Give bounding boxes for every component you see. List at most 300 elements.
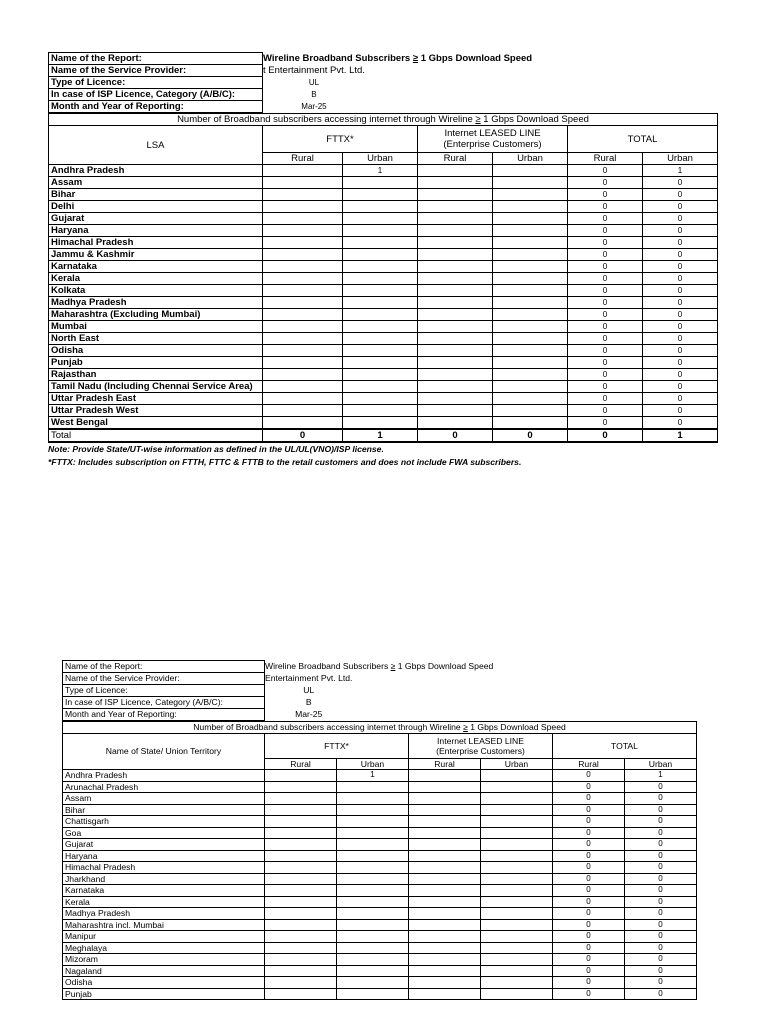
cell-total-urban[interactable]: 0 bbox=[643, 345, 718, 357]
ge-symbol: ≥ bbox=[463, 722, 468, 733]
table-row bbox=[63, 770, 697, 782]
total-leased-rural[interactable]: 0 bbox=[418, 429, 493, 442]
licence-row bbox=[49, 77, 665, 89]
cell-leased-rural[interactable] bbox=[418, 261, 493, 273]
cell-total-urban[interactable]: 0 bbox=[643, 273, 718, 285]
cell-leased-rural[interactable] bbox=[418, 177, 493, 189]
row-lsa-name: Goa bbox=[63, 827, 265, 839]
cell-leased-rural[interactable] bbox=[418, 333, 493, 345]
row-lsa-name: Rajasthan bbox=[49, 369, 263, 381]
cell-leased-rural[interactable] bbox=[418, 393, 493, 405]
report-name-row bbox=[63, 661, 653, 673]
total-fttx-urban[interactable]: 1 bbox=[343, 429, 418, 442]
cell-total-rural[interactable]: 0 bbox=[568, 297, 643, 309]
cell-total-urban[interactable]: 0 bbox=[643, 201, 718, 213]
cell-leased-urban[interactable] bbox=[493, 285, 568, 297]
cell-fttx-urban[interactable]: 1 bbox=[343, 165, 418, 177]
cell-total-rural[interactable]: 0 bbox=[568, 177, 643, 189]
cell-leased-rural[interactable] bbox=[418, 249, 493, 261]
cell-fttx-rural[interactable] bbox=[265, 804, 337, 816]
cell-total-rural[interactable]: 0 bbox=[568, 309, 643, 321]
cell-fttx-rural[interactable] bbox=[263, 237, 343, 249]
cell-total-urban[interactable]: 0 bbox=[625, 781, 697, 793]
cell-leased-urban[interactable] bbox=[493, 333, 568, 345]
report-name-label[interactable]: Name of the Report: bbox=[49, 53, 263, 65]
cell-fttx-urban[interactable] bbox=[343, 261, 418, 273]
cell-fttx-urban[interactable] bbox=[343, 405, 418, 417]
cell-leased-urban[interactable] bbox=[493, 369, 568, 381]
cell-leased-rural[interactable] bbox=[418, 201, 493, 213]
cell-leased-rural[interactable] bbox=[418, 417, 493, 430]
cell-total-urban[interactable]: 0 bbox=[643, 369, 718, 381]
cell-leased-urban[interactable] bbox=[481, 804, 553, 816]
cell-total-rural[interactable]: 0 bbox=[568, 189, 643, 201]
cell-fttx-urban[interactable] bbox=[337, 988, 409, 1000]
cell-leased-urban[interactable] bbox=[493, 273, 568, 285]
cell-leased-rural[interactable] bbox=[418, 321, 493, 333]
provider-value[interactable]: Entertainment Pvt. Ltd. bbox=[265, 673, 353, 683]
cell-leased-urban[interactable] bbox=[481, 988, 553, 1000]
cell-fttx-rural[interactable] bbox=[265, 965, 337, 977]
cell-total-urban[interactable]: 0 bbox=[625, 988, 697, 1000]
report-name-value[interactable] bbox=[265, 661, 653, 673]
cell-leased-rural[interactable] bbox=[418, 381, 493, 393]
licence-value[interactable]: UL bbox=[303, 685, 315, 695]
cell-leased-urban[interactable] bbox=[493, 309, 568, 321]
cell-leased-urban[interactable] bbox=[493, 297, 568, 309]
cell-total-urban[interactable]: 0 bbox=[625, 919, 697, 931]
cell-total-urban[interactable]: 0 bbox=[643, 405, 718, 417]
cell-total-rural[interactable]: 0 bbox=[568, 381, 643, 393]
cell-total-urban[interactable]: 0 bbox=[643, 357, 718, 369]
cell-fttx-rural[interactable] bbox=[263, 357, 343, 369]
cell-total-urban[interactable]: 0 bbox=[643, 321, 718, 333]
cell-fttx-urban[interactable] bbox=[343, 309, 418, 321]
cell-leased-urban[interactable] bbox=[493, 357, 568, 369]
cell-leased-rural[interactable] bbox=[418, 237, 493, 249]
cell-total-urban[interactable]: 0 bbox=[625, 942, 697, 954]
cell-total-rural[interactable]: 0 bbox=[553, 954, 625, 966]
cell-fttx-rural[interactable] bbox=[265, 793, 337, 805]
cell-fttx-rural[interactable] bbox=[263, 369, 343, 381]
cell-leased-urban[interactable] bbox=[481, 770, 553, 782]
cell-fttx-urban[interactable] bbox=[343, 381, 418, 393]
cell-total-rural[interactable]: 0 bbox=[568, 357, 643, 369]
cell-leased-rural[interactable] bbox=[409, 954, 481, 966]
cell-total-rural[interactable]: 0 bbox=[553, 977, 625, 989]
cell-fttx-rural[interactable] bbox=[265, 781, 337, 793]
cell-total-rural[interactable]: 0 bbox=[568, 405, 643, 417]
cell-total-rural[interactable]: 0 bbox=[568, 273, 643, 285]
cell-fttx-urban[interactable] bbox=[343, 249, 418, 261]
cell-total-rural[interactable]: 0 bbox=[568, 213, 643, 225]
total-header: TOTAL bbox=[553, 733, 697, 758]
cell-fttx-urban[interactable] bbox=[337, 954, 409, 966]
row-lsa-name: Madhya Pradesh bbox=[63, 908, 265, 920]
cell-total-rural[interactable]: 0 bbox=[568, 165, 643, 177]
cell-fttx-urban[interactable] bbox=[337, 781, 409, 793]
cell-leased-rural[interactable] bbox=[418, 273, 493, 285]
cell-leased-rural[interactable] bbox=[409, 827, 481, 839]
table-row bbox=[63, 850, 697, 862]
cell-leased-urban[interactable] bbox=[481, 977, 553, 989]
cell-total-urban[interactable]: 0 bbox=[643, 213, 718, 225]
cell-leased-rural[interactable] bbox=[409, 770, 481, 782]
fttx-urban-header: Urban bbox=[337, 758, 409, 770]
cell-total-rural[interactable]: 0 bbox=[553, 770, 625, 782]
total-total-rural[interactable]: 0 bbox=[568, 429, 643, 442]
cell-leased-rural[interactable] bbox=[409, 896, 481, 908]
cell-total-urban[interactable]: 0 bbox=[625, 816, 697, 828]
cell-leased-urban[interactable] bbox=[493, 261, 568, 273]
total-fttx-rural[interactable]: 0 bbox=[263, 429, 343, 442]
cell-leased-urban[interactable] bbox=[493, 201, 568, 213]
cell-total-rural[interactable]: 0 bbox=[553, 793, 625, 805]
cell-total-urban[interactable]: 0 bbox=[625, 873, 697, 885]
cell-leased-urban[interactable] bbox=[481, 965, 553, 977]
cell-leased-urban[interactable] bbox=[493, 381, 568, 393]
cell-total-rural[interactable]: 0 bbox=[568, 417, 643, 430]
cell-total-urban[interactable]: 0 bbox=[625, 793, 697, 805]
cell-fttx-rural[interactable] bbox=[263, 333, 343, 345]
cell-leased-urban[interactable] bbox=[493, 249, 568, 261]
cell-total-rural[interactable]: 0 bbox=[553, 919, 625, 931]
cell-leased-rural[interactable] bbox=[409, 919, 481, 931]
cell-total-urban[interactable]: 0 bbox=[625, 908, 697, 920]
cell-fttx-urban[interactable] bbox=[343, 285, 418, 297]
lsa-header: LSA bbox=[49, 126, 263, 165]
cell-total-urban[interactable]: 0 bbox=[643, 393, 718, 405]
cell-leased-rural[interactable] bbox=[409, 862, 481, 874]
cell-fttx-rural[interactable] bbox=[265, 862, 337, 874]
cell-total-rural[interactable]: 0 bbox=[568, 321, 643, 333]
cell-total-urban[interactable]: 0 bbox=[625, 931, 697, 943]
cell-leased-rural[interactable] bbox=[409, 885, 481, 897]
provider-label[interactable]: Name of the Service Provider: bbox=[49, 65, 263, 77]
cell-fttx-urban[interactable] bbox=[343, 177, 418, 189]
cell-total-rural[interactable]: 0 bbox=[568, 345, 643, 357]
cell-total-rural[interactable]: 0 bbox=[553, 965, 625, 977]
licence-label[interactable]: Type of Licence: bbox=[63, 685, 265, 697]
cell-fttx-urban[interactable] bbox=[337, 873, 409, 885]
cell-total-rural[interactable]: 0 bbox=[553, 781, 625, 793]
cell-leased-urban[interactable] bbox=[493, 393, 568, 405]
state-header: Name of State/ Union Territory bbox=[63, 733, 265, 770]
cell-leased-rural[interactable] bbox=[409, 942, 481, 954]
cell-total-urban[interactable]: 0 bbox=[625, 850, 697, 862]
cell-leased-rural[interactable] bbox=[418, 357, 493, 369]
cell-total-rural[interactable]: 0 bbox=[568, 285, 643, 297]
cell-fttx-rural[interactable] bbox=[263, 381, 343, 393]
cell-total-rural[interactable]: 0 bbox=[553, 885, 625, 897]
cell-fttx-urban[interactable] bbox=[343, 393, 418, 405]
cell-leased-rural[interactable] bbox=[409, 781, 481, 793]
leased-urban-header: Urban bbox=[481, 758, 553, 770]
cell-total-urban[interactable]: 0 bbox=[643, 285, 718, 297]
cell-fttx-urban[interactable] bbox=[337, 965, 409, 977]
cell-fttx-rural[interactable] bbox=[263, 249, 343, 261]
cell-total-rural[interactable]: 0 bbox=[553, 862, 625, 874]
cell-fttx-urban[interactable] bbox=[343, 417, 418, 430]
cell-leased-rural[interactable] bbox=[418, 345, 493, 357]
cell-fttx-rural[interactable] bbox=[265, 885, 337, 897]
cell-fttx-urban[interactable] bbox=[337, 804, 409, 816]
cell-fttx-urban[interactable] bbox=[343, 369, 418, 381]
cell-leased-urban[interactable] bbox=[481, 908, 553, 920]
cell-total-rural[interactable]: 0 bbox=[568, 393, 643, 405]
provider-label[interactable]: Name of the Service Provider: bbox=[63, 673, 265, 685]
cell-fttx-rural[interactable] bbox=[265, 988, 337, 1000]
cell-fttx-rural[interactable] bbox=[265, 896, 337, 908]
provider-row bbox=[49, 65, 665, 77]
cell-total-rural[interactable]: 0 bbox=[568, 225, 643, 237]
cell-leased-urban[interactable] bbox=[481, 931, 553, 943]
month-label[interactable]: Month and Year of Reporting: bbox=[49, 101, 263, 113]
cell-fttx-rural[interactable] bbox=[265, 839, 337, 851]
cell-fttx-urban[interactable] bbox=[337, 839, 409, 851]
cell-total-urban[interactable]: 0 bbox=[643, 177, 718, 189]
cell-leased-urban[interactable] bbox=[481, 873, 553, 885]
cell-fttx-urban[interactable]: 1 bbox=[337, 770, 409, 782]
cell-total-rural[interactable]: 0 bbox=[553, 827, 625, 839]
row-lsa-name: Mumbai bbox=[49, 321, 263, 333]
cell-fttx-urban[interactable] bbox=[343, 321, 418, 333]
cell-leased-rural[interactable] bbox=[409, 988, 481, 1000]
fttx-urban-header: Urban bbox=[343, 153, 418, 165]
cell-fttx-urban[interactable] bbox=[337, 896, 409, 908]
cell-leased-urban[interactable] bbox=[493, 177, 568, 189]
cell-total-rural[interactable]: 0 bbox=[553, 839, 625, 851]
cell-leased-rural[interactable] bbox=[418, 189, 493, 201]
cell-leased-urban[interactable] bbox=[481, 793, 553, 805]
cell-fttx-urban[interactable] bbox=[343, 333, 418, 345]
cell-fttx-rural[interactable] bbox=[263, 285, 343, 297]
cell-fttx-urban[interactable] bbox=[343, 201, 418, 213]
table-row bbox=[49, 309, 718, 321]
cell-fttx-rural[interactable] bbox=[263, 321, 343, 333]
leased-urban-header: Urban bbox=[493, 153, 568, 165]
cell-leased-urban[interactable] bbox=[493, 405, 568, 417]
row-lsa-name: Himachal Pradesh bbox=[63, 862, 265, 874]
cell-fttx-urban[interactable] bbox=[337, 977, 409, 989]
cell-fttx-rural[interactable] bbox=[265, 919, 337, 931]
cell-leased-rural[interactable] bbox=[418, 285, 493, 297]
cell-total-urban[interactable]: 0 bbox=[643, 225, 718, 237]
cell-leased-rural[interactable] bbox=[409, 793, 481, 805]
cell-total-urban[interactable]: 0 bbox=[625, 827, 697, 839]
cell-total-urban[interactable]: 0 bbox=[643, 237, 718, 249]
cell-total-urban[interactable]: 0 bbox=[625, 804, 697, 816]
cell-leased-urban[interactable] bbox=[481, 827, 553, 839]
cell-fttx-urban[interactable] bbox=[343, 225, 418, 237]
cell-total-rural[interactable]: 0 bbox=[568, 237, 643, 249]
cell-leased-rural[interactable] bbox=[409, 873, 481, 885]
cell-fttx-urban[interactable] bbox=[337, 793, 409, 805]
cell-fttx-rural[interactable] bbox=[263, 393, 343, 405]
report-name-value[interactable] bbox=[263, 53, 665, 65]
cell-leased-rural[interactable] bbox=[409, 850, 481, 862]
cell-fttx-urban[interactable] bbox=[343, 213, 418, 225]
cell-total-rural[interactable]: 0 bbox=[568, 333, 643, 345]
cell-total-rural[interactable]: 0 bbox=[553, 988, 625, 1000]
cell-leased-rural[interactable] bbox=[418, 165, 493, 177]
cell-leased-urban[interactable] bbox=[493, 417, 568, 430]
licence-value[interactable]: UL bbox=[308, 78, 320, 87]
cell-fttx-rural[interactable] bbox=[263, 297, 343, 309]
cell-fttx-urban[interactable] bbox=[343, 297, 418, 309]
cell-fttx-rural[interactable] bbox=[263, 417, 343, 430]
cell-total-rural[interactable]: 0 bbox=[553, 896, 625, 908]
cell-fttx-urban[interactable] bbox=[343, 357, 418, 369]
table-title bbox=[63, 722, 697, 734]
cell-fttx-rural[interactable] bbox=[263, 405, 343, 417]
provider-value[interactable]: t Entertainment Pvt. Ltd. bbox=[263, 65, 365, 76]
category-label[interactable]: In case of ISP Licence, Category (A/B/C): bbox=[49, 89, 263, 101]
cell-total-urban[interactable]: 0 bbox=[625, 862, 697, 874]
cell-fttx-rural[interactable] bbox=[263, 201, 343, 213]
cell-total-urban[interactable]: 0 bbox=[643, 309, 718, 321]
cell-leased-rural[interactable] bbox=[418, 225, 493, 237]
cell-leased-rural[interactable] bbox=[418, 309, 493, 321]
cell-leased-urban[interactable] bbox=[481, 862, 553, 874]
cell-fttx-rural[interactable] bbox=[263, 225, 343, 237]
cell-leased-urban[interactable] bbox=[493, 225, 568, 237]
cell-leased-rural[interactable] bbox=[409, 931, 481, 943]
cell-total-rural[interactable]: 0 bbox=[568, 201, 643, 213]
cell-fttx-urban[interactable] bbox=[337, 850, 409, 862]
cell-total-rural[interactable]: 0 bbox=[568, 369, 643, 381]
cell-leased-urban[interactable] bbox=[493, 189, 568, 201]
cell-total-rural[interactable]: 0 bbox=[568, 261, 643, 273]
cell-total-rural[interactable]: 0 bbox=[568, 249, 643, 261]
category-value[interactable]: B bbox=[311, 90, 317, 99]
cell-leased-urban[interactable] bbox=[493, 321, 568, 333]
cell-leased-urban[interactable] bbox=[493, 237, 568, 249]
cell-total-urban[interactable]: 0 bbox=[643, 381, 718, 393]
total-leased-urban[interactable]: 0 bbox=[493, 429, 568, 442]
month-value[interactable]: Mar-25 bbox=[301, 102, 327, 111]
cell-leased-urban[interactable] bbox=[481, 919, 553, 931]
table-title-text-suffix: 1 Gbps Download Speed bbox=[480, 114, 589, 125]
cell-total-urban[interactable]: 0 bbox=[643, 333, 718, 345]
report-name-label[interactable]: Name of the Report: bbox=[63, 661, 265, 673]
category-label[interactable]: In case of ISP Licence, Category (A/B/C): bbox=[63, 697, 265, 709]
cell-fttx-urban[interactable] bbox=[343, 237, 418, 249]
cell-leased-rural[interactable] bbox=[418, 369, 493, 381]
cell-leased-rural[interactable] bbox=[418, 405, 493, 417]
month-value[interactable]: Mar-25 bbox=[295, 709, 323, 719]
row-lsa-name: Kerala bbox=[49, 273, 263, 285]
cell-fttx-urban[interactable] bbox=[337, 862, 409, 874]
cell-fttx-rural[interactable] bbox=[265, 977, 337, 989]
cell-leased-urban[interactable] bbox=[481, 885, 553, 897]
cell-leased-urban[interactable] bbox=[493, 345, 568, 357]
cell-total-urban[interactable]: 0 bbox=[643, 249, 718, 261]
cell-total-rural[interactable]: 0 bbox=[553, 942, 625, 954]
cell-total-urban[interactable]: 0 bbox=[625, 954, 697, 966]
cell-leased-urban[interactable] bbox=[481, 839, 553, 851]
cell-fttx-rural[interactable] bbox=[265, 770, 337, 782]
cell-fttx-rural[interactable] bbox=[265, 931, 337, 943]
cell-fttx-urban[interactable] bbox=[337, 931, 409, 943]
cell-leased-urban[interactable] bbox=[493, 165, 568, 177]
cell-fttx-rural[interactable] bbox=[265, 850, 337, 862]
cell-fttx-rural[interactable] bbox=[265, 942, 337, 954]
cell-leased-urban[interactable] bbox=[481, 816, 553, 828]
cell-leased-rural[interactable] bbox=[409, 908, 481, 920]
cell-leased-urban[interactable] bbox=[481, 850, 553, 862]
cell-leased-rural[interactable] bbox=[409, 965, 481, 977]
cell-fttx-rural[interactable] bbox=[263, 273, 343, 285]
cell-fttx-urban[interactable] bbox=[337, 908, 409, 920]
cell-total-urban[interactable]: 0 bbox=[625, 965, 697, 977]
licence-label[interactable]: Type of Licence: bbox=[49, 77, 263, 89]
cell-leased-urban[interactable] bbox=[493, 213, 568, 225]
cell-total-rural[interactable]: 0 bbox=[553, 850, 625, 862]
cell-total-urban[interactable]: 0 bbox=[643, 417, 718, 430]
cell-fttx-urban[interactable] bbox=[337, 885, 409, 897]
cell-leased-rural[interactable] bbox=[409, 816, 481, 828]
cell-fttx-rural[interactable] bbox=[263, 165, 343, 177]
cell-total-urban[interactable]: 1 bbox=[643, 165, 718, 177]
cell-fttx-rural[interactable] bbox=[265, 827, 337, 839]
cell-fttx-rural[interactable] bbox=[265, 873, 337, 885]
cell-total-rural[interactable]: 0 bbox=[553, 873, 625, 885]
cell-total-urban[interactable]: 0 bbox=[643, 189, 718, 201]
cell-total-rural[interactable]: 0 bbox=[553, 931, 625, 943]
cell-fttx-rural[interactable] bbox=[263, 213, 343, 225]
cell-fttx-urban[interactable] bbox=[343, 345, 418, 357]
cell-leased-rural[interactable] bbox=[418, 213, 493, 225]
cell-fttx-urban[interactable] bbox=[337, 942, 409, 954]
cell-total-urban[interactable]: 0 bbox=[625, 896, 697, 908]
cell-leased-rural[interactable] bbox=[409, 839, 481, 851]
cell-fttx-urban[interactable] bbox=[343, 273, 418, 285]
cell-fttx-urban[interactable] bbox=[337, 816, 409, 828]
cell-fttx-rural[interactable] bbox=[265, 954, 337, 966]
cell-leased-urban[interactable] bbox=[481, 942, 553, 954]
cell-fttx-urban[interactable] bbox=[337, 919, 409, 931]
cell-fttx-rural[interactable] bbox=[263, 189, 343, 201]
cell-fttx-rural[interactable] bbox=[263, 309, 343, 321]
cell-leased-urban[interactable] bbox=[481, 896, 553, 908]
cell-total-urban[interactable]: 0 bbox=[625, 885, 697, 897]
cell-total-urban[interactable]: 0 bbox=[643, 297, 718, 309]
cell-total-rural[interactable]: 0 bbox=[553, 804, 625, 816]
cell-leased-rural[interactable] bbox=[418, 297, 493, 309]
cell-total-urban[interactable]: 0 bbox=[643, 261, 718, 273]
cell-total-rural[interactable]: 0 bbox=[553, 908, 625, 920]
cell-fttx-urban[interactable] bbox=[343, 189, 418, 201]
cell-fttx-rural[interactable] bbox=[265, 908, 337, 920]
category-value[interactable]: B bbox=[305, 697, 312, 707]
cell-total-urban[interactable]: 0 bbox=[625, 839, 697, 851]
cell-fttx-rural[interactable] bbox=[263, 177, 343, 189]
cell-total-rural[interactable]: 0 bbox=[553, 816, 625, 828]
cell-leased-urban[interactable] bbox=[481, 954, 553, 966]
cell-fttx-rural[interactable] bbox=[265, 816, 337, 828]
cell-total-urban[interactable]: 1 bbox=[625, 770, 697, 782]
total-total-urban[interactable]: 1 bbox=[643, 429, 718, 442]
cell-fttx-rural[interactable] bbox=[263, 345, 343, 357]
cell-fttx-rural[interactable] bbox=[263, 261, 343, 273]
cell-leased-urban[interactable] bbox=[481, 781, 553, 793]
cell-total-urban[interactable]: 0 bbox=[625, 977, 697, 989]
month-label[interactable]: Month and Year of Reporting: bbox=[63, 709, 265, 721]
cell-leased-rural[interactable] bbox=[409, 804, 481, 816]
cell-fttx-urban[interactable] bbox=[337, 827, 409, 839]
cell-leased-rural[interactable] bbox=[409, 977, 481, 989]
